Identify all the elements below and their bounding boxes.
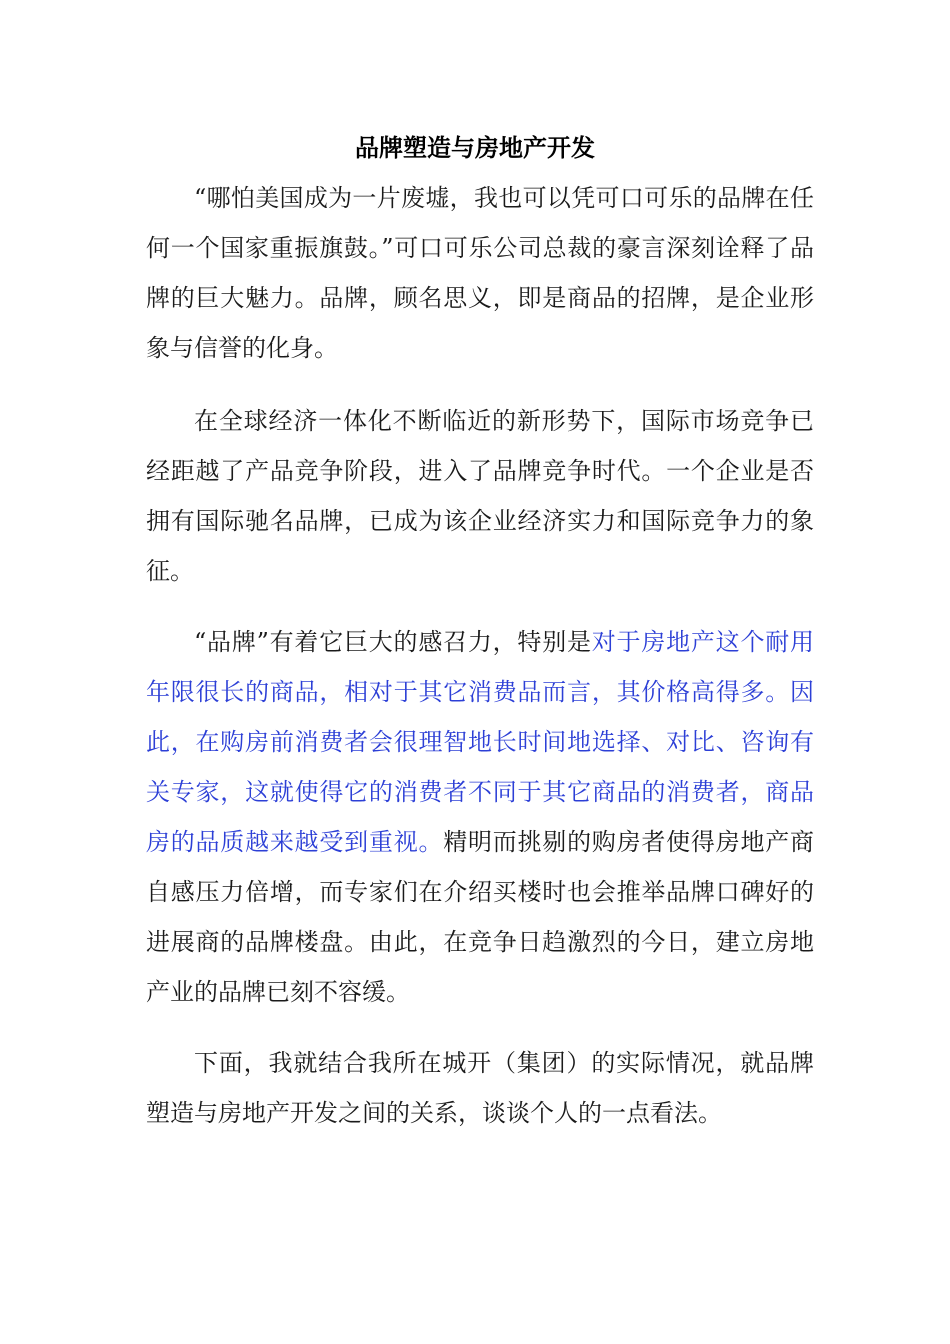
paragraph-brand-appeal-end: 精明而挑剔的购房者使得房地产商自感压力倍增，而专家们在介绍买楼时也会推举品牌口碑好的进展商的品牌楼盘。由此，在竞争日趋激烈的今日，建立房地产业的品牌已刻不容缓。 [146, 828, 815, 1006]
paragraph-brand-appeal [146, 617, 814, 1017]
paragraph-brand-appeal-start: “品牌”有着它巨大的感召力，特别是 [194, 628, 592, 656]
document-title: 品牌塑造与房地产开发 [355, 133, 595, 162]
paragraph-global-market: 在全球经济一体化不断临近的新形势下，国际市场竞争已经距越了产品竞争阶段，进入了品牌竞争时代。一个企业是否拥有国际驰名品牌，已成为该企业经济实力和国际竞争力的象征。 [146, 407, 814, 585]
paragraph-conclusion: 下面，我就结合我所在城开（集团）的实际情况，就品牌塑造与房地产开发之间的关系，谈谈个人的一点看法。 [146, 1049, 814, 1127]
highlighted-text: 对于房地产这个耐用年限很长的商品，相对于其它消费品而言，其价格高得多。因此，在购房前消费者会很理智地长时间地选择、对比、咨询有关专家，这就使得它的消费者不同于其它商品的消费者，商品房的品质越来越受到重视。 [146, 628, 815, 856]
paragraph-intro: “哪怕美国成为一片废墟，我也可以凭可口可乐的品牌在任何一个国家重振旗鼓。”可口可乐公司总裁的豪言深刻诠释了品牌的巨大魅力。品牌，顾名思义，即是商品的招牌，是企业形象与信誉的化身。 [146, 184, 814, 362]
